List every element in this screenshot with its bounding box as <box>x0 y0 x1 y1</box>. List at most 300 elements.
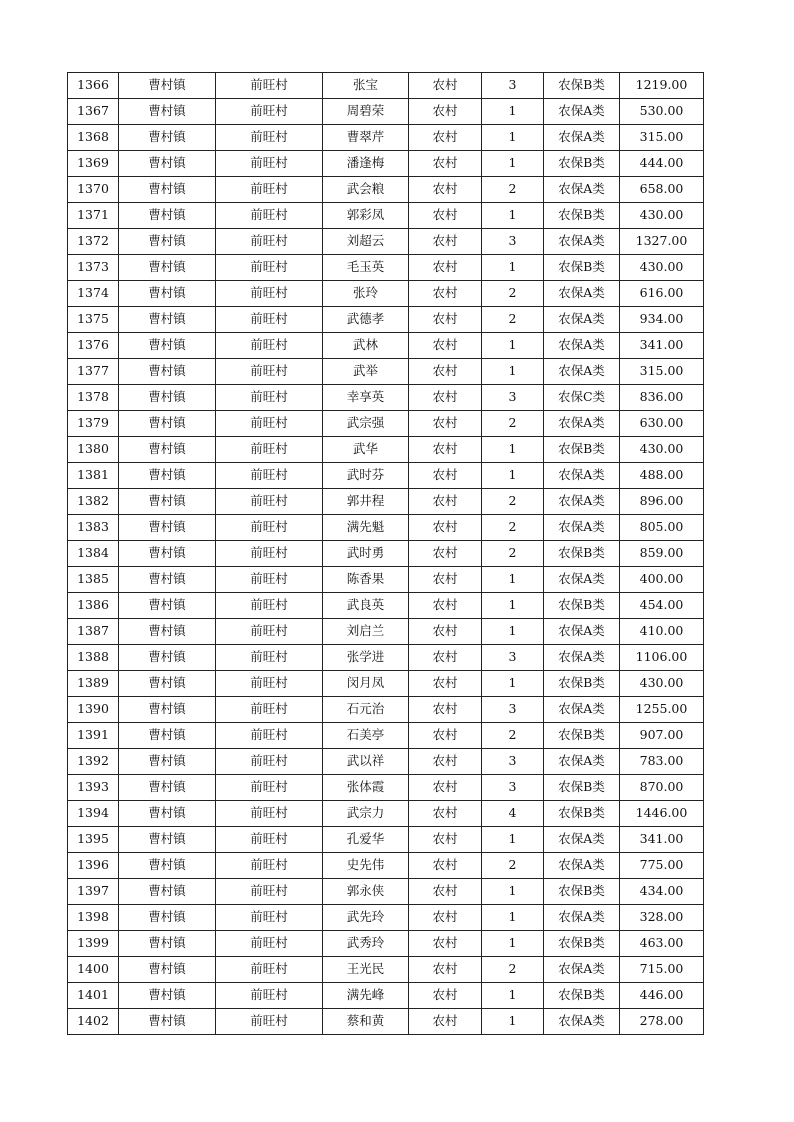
household-size-cell: 2 <box>482 411 544 437</box>
town-cell: 曹村镇 <box>119 359 216 385</box>
amount-cell: 870.00 <box>620 775 704 801</box>
table-row <box>68 931 704 957</box>
type-cell: 农村 <box>409 619 482 645</box>
category-cell: 农保B类 <box>544 541 620 567</box>
category-cell: 农保A类 <box>544 411 620 437</box>
name-cell: 武先玲 <box>323 905 409 931</box>
name-cell: 蔡和黄 <box>323 1009 409 1035</box>
category-cell: 农保A类 <box>544 827 620 853</box>
type-cell: 农村 <box>409 723 482 749</box>
village-cell: 前旺村 <box>216 905 323 931</box>
table-row <box>68 489 704 515</box>
name-cell: 武良英 <box>323 593 409 619</box>
village-cell: 前旺村 <box>216 229 323 255</box>
household-size-cell: 2 <box>482 957 544 983</box>
type-cell: 农村 <box>409 255 482 281</box>
table-row <box>68 619 704 645</box>
town-cell: 曹村镇 <box>119 463 216 489</box>
table-row <box>68 697 704 723</box>
amount-cell: 775.00 <box>620 853 704 879</box>
serial-cell: 1390 <box>68 697 119 723</box>
name-cell: 张学进 <box>323 645 409 671</box>
town-cell: 曹村镇 <box>119 99 216 125</box>
name-cell: 武以祥 <box>323 749 409 775</box>
table-row <box>68 749 704 775</box>
household-size-cell: 3 <box>482 645 544 671</box>
name-cell: 刘启兰 <box>323 619 409 645</box>
table-row <box>68 229 704 255</box>
village-cell: 前旺村 <box>216 125 323 151</box>
town-cell: 曹村镇 <box>119 749 216 775</box>
type-cell: 农村 <box>409 99 482 125</box>
village-cell: 前旺村 <box>216 385 323 411</box>
town-cell: 曹村镇 <box>119 151 216 177</box>
category-cell: 农保B类 <box>544 203 620 229</box>
town-cell: 曹村镇 <box>119 697 216 723</box>
amount-cell: 907.00 <box>620 723 704 749</box>
type-cell: 农村 <box>409 125 482 151</box>
category-cell: 农保B类 <box>544 73 620 99</box>
village-cell: 前旺村 <box>216 671 323 697</box>
town-cell: 曹村镇 <box>119 307 216 333</box>
village-cell: 前旺村 <box>216 203 323 229</box>
table-row <box>68 99 704 125</box>
name-cell: 郭井程 <box>323 489 409 515</box>
amount-cell: 1219.00 <box>620 73 704 99</box>
category-cell: 农保B类 <box>544 879 620 905</box>
amount-cell: 430.00 <box>620 671 704 697</box>
serial-cell: 1393 <box>68 775 119 801</box>
table-row <box>68 723 704 749</box>
category-cell: 农保A类 <box>544 333 620 359</box>
category-cell: 农保C类 <box>544 385 620 411</box>
name-cell: 张体霞 <box>323 775 409 801</box>
household-size-cell: 1 <box>482 827 544 853</box>
town-cell: 曹村镇 <box>119 671 216 697</box>
household-size-cell: 2 <box>482 489 544 515</box>
category-cell: 农保B类 <box>544 723 620 749</box>
amount-cell: 1327.00 <box>620 229 704 255</box>
household-size-cell: 1 <box>482 125 544 151</box>
town-cell: 曹村镇 <box>119 801 216 827</box>
name-cell: 刘超云 <box>323 229 409 255</box>
town-cell: 曹村镇 <box>119 827 216 853</box>
serial-cell: 1377 <box>68 359 119 385</box>
amount-cell: 434.00 <box>620 879 704 905</box>
town-cell: 曹村镇 <box>119 957 216 983</box>
serial-cell: 1372 <box>68 229 119 255</box>
table-row <box>68 177 704 203</box>
town-cell: 曹村镇 <box>119 255 216 281</box>
category-cell: 农保B类 <box>544 151 620 177</box>
town-cell: 曹村镇 <box>119 593 216 619</box>
village-cell: 前旺村 <box>216 957 323 983</box>
household-size-cell: 1 <box>482 931 544 957</box>
town-cell: 曹村镇 <box>119 73 216 99</box>
category-cell: 农保A类 <box>544 1009 620 1035</box>
amount-cell: 715.00 <box>620 957 704 983</box>
type-cell: 农村 <box>409 411 482 437</box>
name-cell: 史先伟 <box>323 853 409 879</box>
town-cell: 曹村镇 <box>119 853 216 879</box>
serial-cell: 1401 <box>68 983 119 1009</box>
serial-cell: 1387 <box>68 619 119 645</box>
serial-cell: 1385 <box>68 567 119 593</box>
amount-cell: 836.00 <box>620 385 704 411</box>
serial-cell: 1383 <box>68 515 119 541</box>
type-cell: 农村 <box>409 775 482 801</box>
name-cell: 武会粮 <box>323 177 409 203</box>
table-row <box>68 281 704 307</box>
serial-cell: 1394 <box>68 801 119 827</box>
category-cell: 农保B类 <box>544 983 620 1009</box>
amount-cell: 341.00 <box>620 333 704 359</box>
village-cell: 前旺村 <box>216 775 323 801</box>
village-cell: 前旺村 <box>216 619 323 645</box>
name-cell: 武林 <box>323 333 409 359</box>
household-size-cell: 1 <box>482 879 544 905</box>
household-size-cell: 1 <box>482 255 544 281</box>
serial-cell: 1369 <box>68 151 119 177</box>
table-row <box>68 385 704 411</box>
village-cell: 前旺村 <box>216 801 323 827</box>
name-cell: 周碧荣 <box>323 99 409 125</box>
table-row <box>68 203 704 229</box>
category-cell: 农保B类 <box>544 931 620 957</box>
name-cell: 幸享英 <box>323 385 409 411</box>
serial-cell: 1371 <box>68 203 119 229</box>
category-cell: 农保A类 <box>544 853 620 879</box>
serial-cell: 1368 <box>68 125 119 151</box>
amount-cell: 315.00 <box>620 359 704 385</box>
category-cell: 农保B类 <box>544 437 620 463</box>
town-cell: 曹村镇 <box>119 619 216 645</box>
type-cell: 农村 <box>409 203 482 229</box>
amount-cell: 1255.00 <box>620 697 704 723</box>
name-cell: 满先峰 <box>323 983 409 1009</box>
town-cell: 曹村镇 <box>119 437 216 463</box>
village-cell: 前旺村 <box>216 1009 323 1035</box>
town-cell: 曹村镇 <box>119 515 216 541</box>
household-size-cell: 2 <box>482 853 544 879</box>
amount-cell: 400.00 <box>620 567 704 593</box>
type-cell: 农村 <box>409 1009 482 1035</box>
household-size-cell: 1 <box>482 671 544 697</box>
category-cell: 农保B类 <box>544 593 620 619</box>
serial-cell: 1395 <box>68 827 119 853</box>
amount-cell: 616.00 <box>620 281 704 307</box>
category-cell: 农保A类 <box>544 697 620 723</box>
serial-cell: 1380 <box>68 437 119 463</box>
town-cell: 曹村镇 <box>119 177 216 203</box>
table-row <box>68 567 704 593</box>
village-cell: 前旺村 <box>216 99 323 125</box>
serial-cell: 1402 <box>68 1009 119 1035</box>
amount-cell: 430.00 <box>620 437 704 463</box>
category-cell: 农保A类 <box>544 463 620 489</box>
town-cell: 曹村镇 <box>119 645 216 671</box>
type-cell: 农村 <box>409 879 482 905</box>
town-cell: 曹村镇 <box>119 385 216 411</box>
name-cell: 王光民 <box>323 957 409 983</box>
town-cell: 曹村镇 <box>119 931 216 957</box>
amount-cell: 454.00 <box>620 593 704 619</box>
type-cell: 农村 <box>409 593 482 619</box>
serial-cell: 1391 <box>68 723 119 749</box>
amount-cell: 805.00 <box>620 515 704 541</box>
category-cell: 农保A类 <box>544 957 620 983</box>
type-cell: 农村 <box>409 749 482 775</box>
village-cell: 前旺村 <box>216 723 323 749</box>
household-size-cell: 2 <box>482 515 544 541</box>
village-cell: 前旺村 <box>216 827 323 853</box>
household-size-cell: 1 <box>482 333 544 359</box>
amount-cell: 410.00 <box>620 619 704 645</box>
serial-cell: 1370 <box>68 177 119 203</box>
type-cell: 农村 <box>409 281 482 307</box>
table-row <box>68 359 704 385</box>
serial-cell: 1388 <box>68 645 119 671</box>
amount-cell: 859.00 <box>620 541 704 567</box>
type-cell: 农村 <box>409 983 482 1009</box>
serial-cell: 1366 <box>68 73 119 99</box>
table-row <box>68 73 704 99</box>
household-size-cell: 2 <box>482 541 544 567</box>
serial-cell: 1375 <box>68 307 119 333</box>
roster-table <box>67 72 704 1035</box>
category-cell: 农保A类 <box>544 489 620 515</box>
household-size-cell: 1 <box>482 203 544 229</box>
household-size-cell: 3 <box>482 775 544 801</box>
household-size-cell: 4 <box>482 801 544 827</box>
serial-cell: 1396 <box>68 853 119 879</box>
town-cell: 曹村镇 <box>119 983 216 1009</box>
table-row <box>68 671 704 697</box>
serial-cell: 1389 <box>68 671 119 697</box>
type-cell: 农村 <box>409 229 482 255</box>
village-cell: 前旺村 <box>216 593 323 619</box>
name-cell: 武时勇 <box>323 541 409 567</box>
village-cell: 前旺村 <box>216 359 323 385</box>
amount-cell: 488.00 <box>620 463 704 489</box>
town-cell: 曹村镇 <box>119 229 216 255</box>
name-cell: 张玲 <box>323 281 409 307</box>
table-row <box>68 255 704 281</box>
serial-cell: 1397 <box>68 879 119 905</box>
category-cell: 农保A类 <box>544 619 620 645</box>
table-row <box>68 593 704 619</box>
town-cell: 曹村镇 <box>119 125 216 151</box>
type-cell: 农村 <box>409 437 482 463</box>
household-size-cell: 2 <box>482 177 544 203</box>
name-cell: 郭永侠 <box>323 879 409 905</box>
type-cell: 农村 <box>409 463 482 489</box>
table-row <box>68 957 704 983</box>
serial-cell: 1382 <box>68 489 119 515</box>
type-cell: 农村 <box>409 177 482 203</box>
category-cell: 农保A类 <box>544 177 620 203</box>
household-size-cell: 1 <box>482 983 544 1009</box>
category-cell: 农保A类 <box>544 307 620 333</box>
name-cell: 郭彩凤 <box>323 203 409 229</box>
village-cell: 前旺村 <box>216 151 323 177</box>
name-cell: 陈香果 <box>323 567 409 593</box>
type-cell: 农村 <box>409 931 482 957</box>
town-cell: 曹村镇 <box>119 411 216 437</box>
amount-cell: 341.00 <box>620 827 704 853</box>
category-cell: 农保B类 <box>544 775 620 801</box>
household-size-cell: 1 <box>482 463 544 489</box>
amount-cell: 1106.00 <box>620 645 704 671</box>
household-size-cell: 3 <box>482 749 544 775</box>
amount-cell: 446.00 <box>620 983 704 1009</box>
name-cell: 满先魁 <box>323 515 409 541</box>
table-row <box>68 827 704 853</box>
type-cell: 农村 <box>409 333 482 359</box>
table-row <box>68 879 704 905</box>
village-cell: 前旺村 <box>216 515 323 541</box>
name-cell: 曹翠芹 <box>323 125 409 151</box>
name-cell: 毛玉英 <box>323 255 409 281</box>
village-cell: 前旺村 <box>216 281 323 307</box>
type-cell: 农村 <box>409 489 482 515</box>
table-row <box>68 853 704 879</box>
name-cell: 武举 <box>323 359 409 385</box>
household-size-cell: 2 <box>482 723 544 749</box>
category-cell: 农保B类 <box>544 671 620 697</box>
village-cell: 前旺村 <box>216 983 323 1009</box>
type-cell: 农村 <box>409 671 482 697</box>
village-cell: 前旺村 <box>216 489 323 515</box>
village-cell: 前旺村 <box>216 879 323 905</box>
amount-cell: 658.00 <box>620 177 704 203</box>
household-size-cell: 2 <box>482 281 544 307</box>
amount-cell: 783.00 <box>620 749 704 775</box>
category-cell: 农保A类 <box>544 359 620 385</box>
type-cell: 农村 <box>409 567 482 593</box>
amount-cell: 463.00 <box>620 931 704 957</box>
category-cell: 农保A类 <box>544 905 620 931</box>
type-cell: 农村 <box>409 385 482 411</box>
type-cell: 农村 <box>409 359 482 385</box>
household-size-cell: 3 <box>482 73 544 99</box>
village-cell: 前旺村 <box>216 177 323 203</box>
category-cell: 农保A类 <box>544 749 620 775</box>
household-size-cell: 3 <box>482 229 544 255</box>
serial-cell: 1376 <box>68 333 119 359</box>
village-cell: 前旺村 <box>216 307 323 333</box>
serial-cell: 1381 <box>68 463 119 489</box>
amount-cell: 444.00 <box>620 151 704 177</box>
name-cell: 孔爱华 <box>323 827 409 853</box>
village-cell: 前旺村 <box>216 333 323 359</box>
amount-cell: 278.00 <box>620 1009 704 1035</box>
village-cell: 前旺村 <box>216 645 323 671</box>
table-row <box>68 307 704 333</box>
type-cell: 农村 <box>409 645 482 671</box>
amount-cell: 328.00 <box>620 905 704 931</box>
amount-cell: 430.00 <box>620 255 704 281</box>
name-cell: 武秀玲 <box>323 931 409 957</box>
table-row <box>68 125 704 151</box>
household-size-cell: 1 <box>482 437 544 463</box>
household-size-cell: 2 <box>482 307 544 333</box>
name-cell: 武德孝 <box>323 307 409 333</box>
serial-cell: 1367 <box>68 99 119 125</box>
town-cell: 曹村镇 <box>119 775 216 801</box>
category-cell: 农保A类 <box>544 515 620 541</box>
type-cell: 农村 <box>409 515 482 541</box>
amount-cell: 315.00 <box>620 125 704 151</box>
serial-cell: 1373 <box>68 255 119 281</box>
table-row <box>68 1009 704 1035</box>
serial-cell: 1392 <box>68 749 119 775</box>
village-cell: 前旺村 <box>216 853 323 879</box>
town-cell: 曹村镇 <box>119 1009 216 1035</box>
amount-cell: 934.00 <box>620 307 704 333</box>
serial-cell: 1378 <box>68 385 119 411</box>
table-row <box>68 801 704 827</box>
town-cell: 曹村镇 <box>119 567 216 593</box>
table-row <box>68 775 704 801</box>
household-size-cell: 3 <box>482 385 544 411</box>
village-cell: 前旺村 <box>216 437 323 463</box>
household-size-cell: 1 <box>482 99 544 125</box>
name-cell: 潘逢梅 <box>323 151 409 177</box>
type-cell: 农村 <box>409 697 482 723</box>
type-cell: 农村 <box>409 957 482 983</box>
village-cell: 前旺村 <box>216 463 323 489</box>
town-cell: 曹村镇 <box>119 541 216 567</box>
village-cell: 前旺村 <box>216 697 323 723</box>
amount-cell: 630.00 <box>620 411 704 437</box>
name-cell: 张宝 <box>323 73 409 99</box>
type-cell: 农村 <box>409 307 482 333</box>
village-cell: 前旺村 <box>216 73 323 99</box>
serial-cell: 1384 <box>68 541 119 567</box>
roster-body <box>68 73 704 1035</box>
serial-cell: 1374 <box>68 281 119 307</box>
household-size-cell: 1 <box>482 359 544 385</box>
amount-cell: 896.00 <box>620 489 704 515</box>
serial-cell: 1399 <box>68 931 119 957</box>
amount-cell: 530.00 <box>620 99 704 125</box>
table-row <box>68 333 704 359</box>
name-cell: 武宗强 <box>323 411 409 437</box>
category-cell: 农保A类 <box>544 281 620 307</box>
household-size-cell: 1 <box>482 567 544 593</box>
type-cell: 农村 <box>409 801 482 827</box>
household-size-cell: 1 <box>482 905 544 931</box>
village-cell: 前旺村 <box>216 749 323 775</box>
town-cell: 曹村镇 <box>119 281 216 307</box>
village-cell: 前旺村 <box>216 255 323 281</box>
village-cell: 前旺村 <box>216 411 323 437</box>
name-cell: 石美亭 <box>323 723 409 749</box>
village-cell: 前旺村 <box>216 567 323 593</box>
type-cell: 农村 <box>409 151 482 177</box>
town-cell: 曹村镇 <box>119 905 216 931</box>
name-cell: 武宗力 <box>323 801 409 827</box>
category-cell: 农保A类 <box>544 229 620 255</box>
name-cell: 石元治 <box>323 697 409 723</box>
town-cell: 曹村镇 <box>119 723 216 749</box>
table-row <box>68 905 704 931</box>
table-row <box>68 463 704 489</box>
name-cell: 武时芬 <box>323 463 409 489</box>
table-row <box>68 515 704 541</box>
category-cell: 农保A类 <box>544 567 620 593</box>
